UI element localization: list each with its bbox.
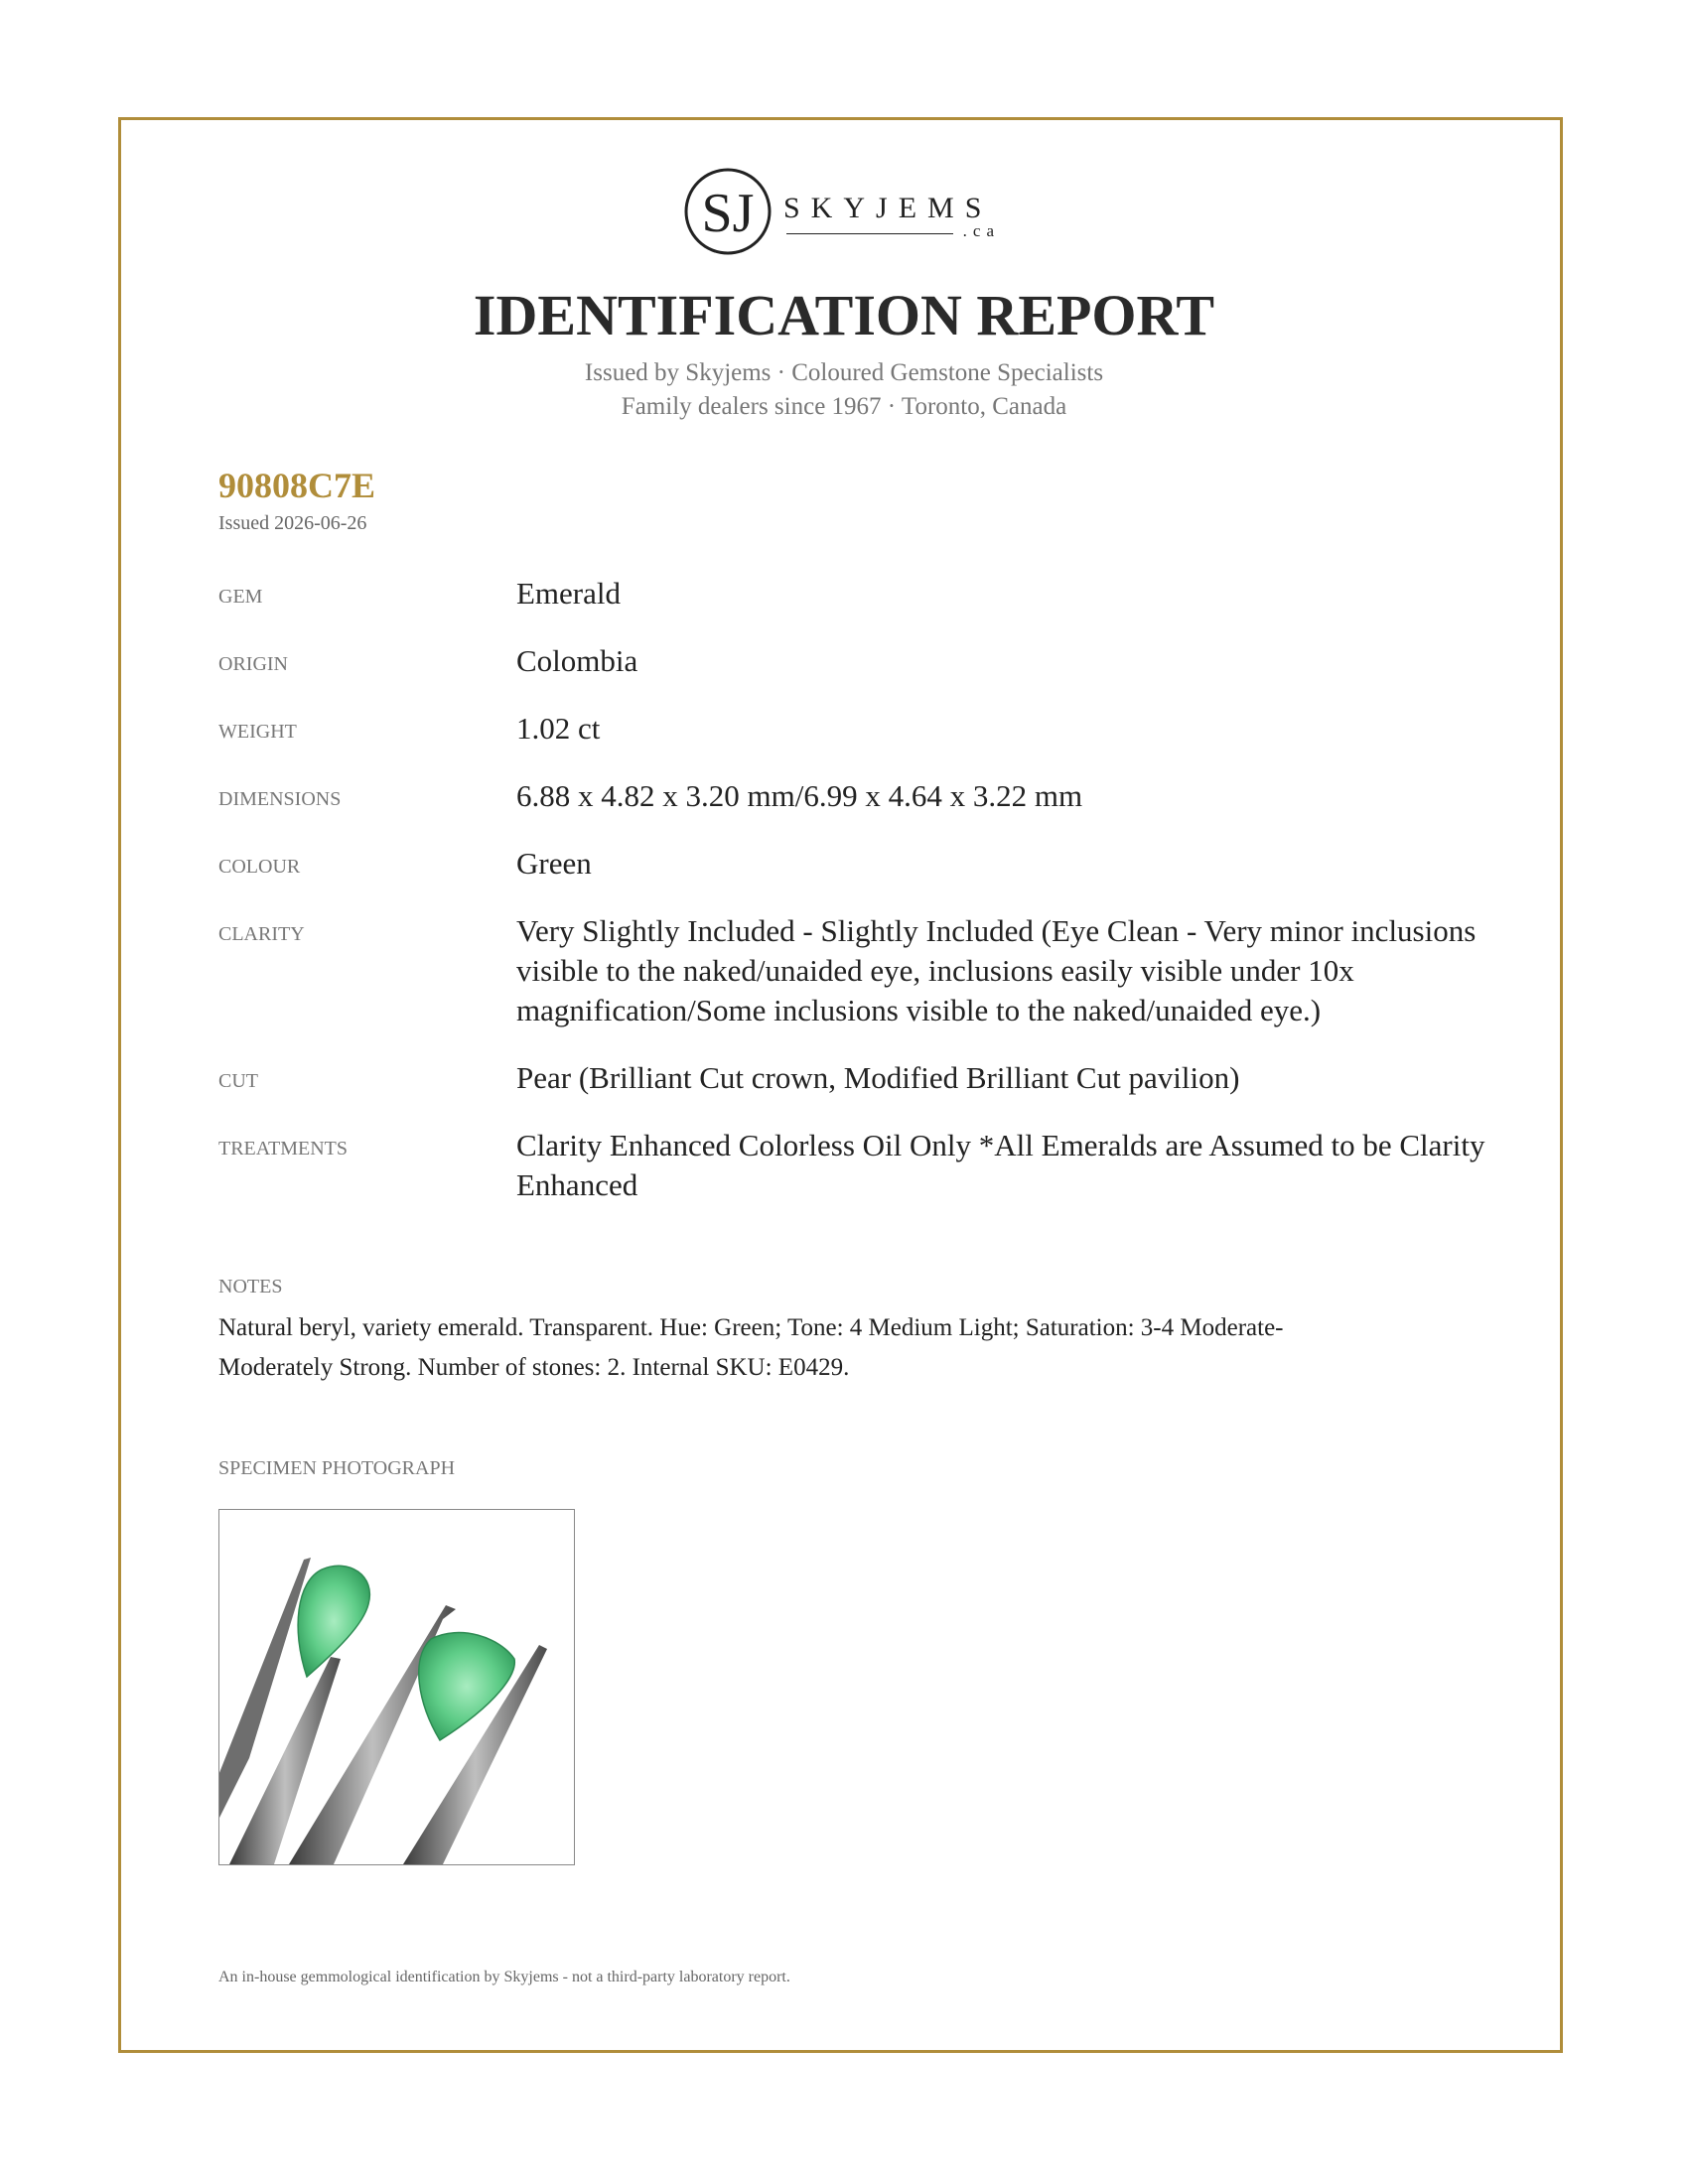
emerald-tweezers-image bbox=[219, 1510, 574, 1864]
report-title: IDENTIFICATION REPORT bbox=[473, 283, 1215, 347]
skyjems-logo bbox=[684, 162, 1002, 261]
issued-date: Issued 2026-06-26 bbox=[218, 512, 367, 534]
field-label-origin: ORIGIN bbox=[218, 653, 288, 675]
field-value-dimensions: 6.88 x 4.82 x 3.20 mm/6.99 x 4.64 x 3.22 mm bbox=[516, 778, 1083, 813]
report-subtitle-line2: Family dealers since 1967 · Toronto, Canada bbox=[621, 393, 1067, 420]
sj-monogram-icon bbox=[684, 162, 779, 261]
field-value-origin: Colombia bbox=[516, 643, 638, 678]
report-id: 90808C7E bbox=[218, 466, 376, 505]
specimen-photograph bbox=[218, 1509, 575, 1865]
notes-text: Natural beryl, variety emerald. Transparent. Hue: Green; Tone: 4 Medium Light; Saturation: 3-4 Moderate-Moderately Strong. Number of stones: 2. Internal SKU: E0429. bbox=[218, 1314, 1284, 1381]
field-label-clarity: CLARITY bbox=[218, 923, 305, 945]
field-label-cut: CUT bbox=[218, 1070, 258, 1092]
field-value-colour: Green bbox=[516, 846, 592, 881]
field-label-treatments: TREATMENTS bbox=[218, 1138, 348, 1160]
footer-disclaimer: An in-house gemmological identification by Skyjems - not a third-party laboratory report. bbox=[218, 1969, 790, 1985]
svg-text:SJ: SJ bbox=[701, 183, 755, 244]
photo-label: SPECIMEN PHOTOGRAPH bbox=[218, 1457, 456, 1479]
field-label-weight: WEIGHT bbox=[218, 721, 297, 743]
field-label-gem: GEM bbox=[218, 586, 263, 608]
field-value-cut: Pear (Brilliant Cut crown, Modified Brilliant Cut pavilion) bbox=[516, 1060, 1240, 1095]
field-value-treatments: Clarity Enhanced Colorless Oil Only *All Emeralds are Assumed to be Clarity Enhanced bbox=[516, 1128, 1485, 1202]
brand-name: SKYJEMS bbox=[783, 192, 993, 224]
notes-label: NOTES bbox=[218, 1276, 283, 1297]
brand-domain: .ca bbox=[962, 221, 1000, 240]
field-label-colour: COLOUR bbox=[218, 856, 301, 878]
report-subtitle-line1: Issued by Skyjems · Coloured Gemstone Specialists bbox=[584, 359, 1104, 386]
field-value-clarity: Very Slightly Included - Slightly Included (Eye Clean - Very minor inclusions visible to the naked/unaided eye, inclusions easily visible under 10x magnification/Some inclusions visible to the naked/unaided eye.) bbox=[516, 913, 1477, 1027]
field-value-gem: Emerald bbox=[516, 576, 622, 611]
field-label-dimensions: DIMENSIONS bbox=[218, 788, 342, 810]
field-value-weight: 1.02 ct bbox=[516, 711, 601, 746]
